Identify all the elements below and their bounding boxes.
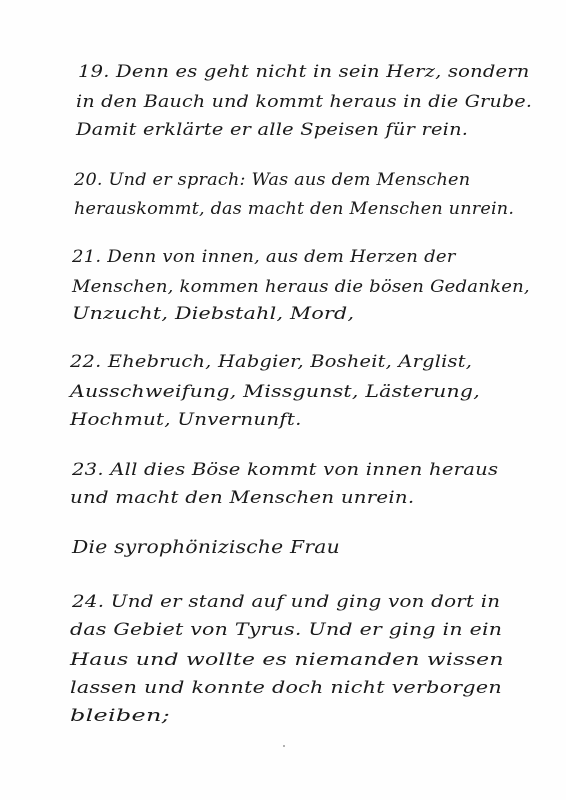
ink-speck [283, 745, 285, 747]
text-line: das Gebiet von Tyrus. Und er ging in ein [70, 620, 503, 640]
text-line: Unzucht, Diebstahl, Mord, [72, 304, 355, 324]
text-line: 23. All dies Böse kommt von innen heraus [72, 460, 499, 480]
text-line: Haus und wollte es niemanden wissen [70, 650, 504, 670]
text-line: in den Bauch und kommt heraus in die Grube. [76, 92, 533, 112]
text-line: 20. Und er sprach: Was aus dem Menschen [74, 170, 471, 190]
text-line: 24. Und er stand auf und ging von dort in [72, 592, 501, 612]
text-line: 21. Denn von innen, aus dem Herzen der [72, 247, 456, 267]
text-line: Ausschweifung, Missgunst, Lästerung, [70, 382, 480, 402]
text-line: Hochmut, Unvernunft. [70, 410, 302, 430]
text-line: Damit erklärte er alle Speisen für rein. [76, 120, 469, 140]
section-heading: Die syrophönizische Frau [72, 538, 340, 558]
text-line: 19. Denn es geht nicht in sein Herz, sondern [78, 62, 530, 82]
text-line: bleiben; [70, 706, 171, 726]
text-line: und macht den Menschen unrein. [70, 488, 415, 508]
text-line: lassen und konnte doch nicht verborgen [70, 678, 502, 698]
text-line: Menschen, kommen heraus die bösen Gedanken, [72, 277, 530, 297]
text-line: herauskommt, das macht den Menschen unrein. [74, 199, 515, 219]
text-line: 22. Ehebruch, Habgier, Bosheit, Arglist, [70, 352, 473, 372]
